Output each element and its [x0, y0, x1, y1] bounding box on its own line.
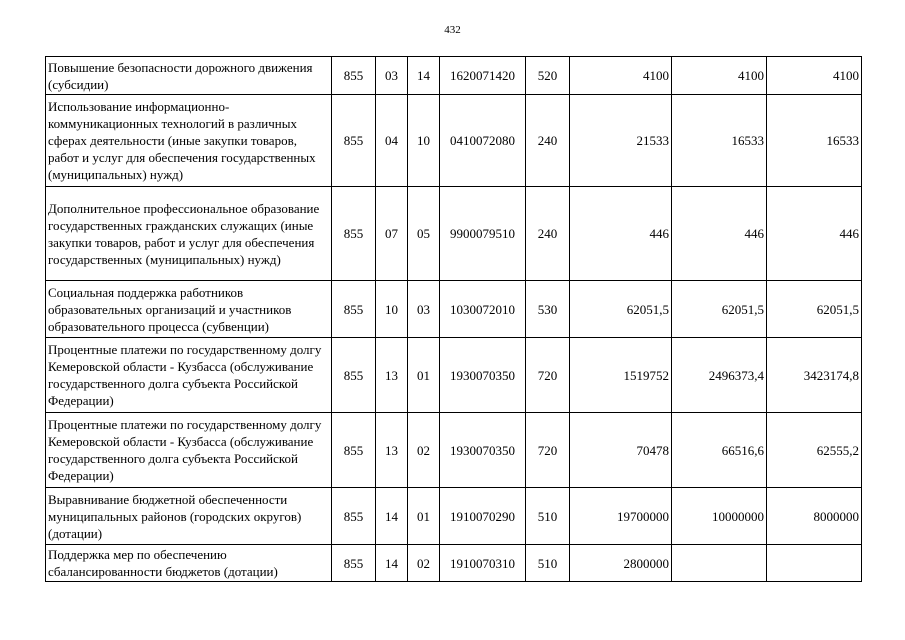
amount-year-1: 2800000	[570, 545, 672, 582]
target-article: 0410072080	[440, 95, 526, 187]
budget-table	[45, 56, 862, 582]
target-article: 1930070350	[440, 338, 526, 413]
row-name: Процентные платежи по государственному долгу Кемеровской области - Кузбасса (обслуживание государственного долга субъекта Российской Федерации)	[46, 338, 332, 413]
expense-type: 510	[526, 488, 570, 545]
amount-year-2: 2496373,4	[672, 338, 767, 413]
expense-type: 720	[526, 413, 570, 488]
section-code: 13	[376, 413, 408, 488]
amount-year-2: 4100	[672, 57, 767, 95]
amount-year-2: 62051,5	[672, 281, 767, 338]
table-row	[46, 187, 862, 281]
subsection-code: 02	[408, 545, 440, 582]
amount-year-1: 21533	[570, 95, 672, 187]
amount-year-1: 70478	[570, 413, 672, 488]
amount-year-3: 16533	[767, 95, 862, 187]
target-article: 9900079510	[440, 187, 526, 281]
target-article: 1910070290	[440, 488, 526, 545]
subsection-code: 02	[408, 413, 440, 488]
amount-year-3: 3423174,8	[767, 338, 862, 413]
ministry-code: 855	[332, 545, 376, 582]
expense-type: 510	[526, 545, 570, 582]
amount-year-2: 10000000	[672, 488, 767, 545]
table-row	[46, 281, 862, 338]
section-code: 04	[376, 95, 408, 187]
table-row	[46, 57, 862, 95]
subsection-code: 14	[408, 57, 440, 95]
amount-year-2	[672, 545, 767, 582]
subsection-code: 10	[408, 95, 440, 187]
amount-year-3: 62051,5	[767, 281, 862, 338]
row-name: Повышение безопасности дорожного движения (субсидии)	[46, 57, 332, 95]
amount-year-2: 16533	[672, 95, 767, 187]
amount-year-3: 446	[767, 187, 862, 281]
ministry-code: 855	[332, 187, 376, 281]
table-row	[46, 95, 862, 187]
amount-year-2: 446	[672, 187, 767, 281]
ministry-code: 855	[332, 488, 376, 545]
expense-type: 720	[526, 338, 570, 413]
table-row	[46, 488, 862, 545]
amount-year-3: 4100	[767, 57, 862, 95]
table-row	[46, 545, 862, 582]
amount-year-2: 66516,6	[672, 413, 767, 488]
amount-year-3	[767, 545, 862, 582]
ministry-code: 855	[332, 95, 376, 187]
target-article: 1030072010	[440, 281, 526, 338]
expense-type: 530	[526, 281, 570, 338]
subsection-code: 03	[408, 281, 440, 338]
table-body	[46, 57, 862, 582]
row-name: Использование информационно-коммуникационных технологий в различных сферах деятельности (иные закупки товаров, работ и услуг для обеспечения государственных (муниципальных) нужд)	[46, 95, 332, 187]
page-number: 432	[444, 24, 461, 36]
row-name: Поддержка мер по обеспечению сбалансированности бюджетов (дотации)	[46, 545, 332, 582]
table-row	[46, 338, 862, 413]
section-code: 14	[376, 488, 408, 545]
expense-type: 520	[526, 57, 570, 95]
ministry-code: 855	[332, 57, 376, 95]
section-code: 14	[376, 545, 408, 582]
expense-type: 240	[526, 95, 570, 187]
table-row	[46, 413, 862, 488]
amount-year-3: 8000000	[767, 488, 862, 545]
section-code: 13	[376, 338, 408, 413]
target-article: 1910070310	[440, 545, 526, 582]
amount-year-1: 446	[570, 187, 672, 281]
section-code: 07	[376, 187, 408, 281]
amount-year-1: 19700000	[570, 488, 672, 545]
target-article: 1930070350	[440, 413, 526, 488]
ministry-code: 855	[332, 281, 376, 338]
row-name: Процентные платежи по государственному долгу Кемеровской области - Кузбасса (обслуживание государственного долга субъекта Российской Федерации)	[46, 413, 332, 488]
expense-type: 240	[526, 187, 570, 281]
amount-year-3: 62555,2	[767, 413, 862, 488]
amount-year-1: 4100	[570, 57, 672, 95]
ministry-code: 855	[332, 338, 376, 413]
section-code: 10	[376, 281, 408, 338]
subsection-code: 01	[408, 338, 440, 413]
section-code: 03	[376, 57, 408, 95]
subsection-code: 05	[408, 187, 440, 281]
row-name: Дополнительное профессиональное образование государственных гражданских служащих (иные закупки товаров, работ и услуг для обеспечения государственных (муниципальных) нужд)	[46, 187, 332, 281]
subsection-code: 01	[408, 488, 440, 545]
row-name: Социальная поддержка работников образовательных организаций и участников образовательного процесса (субвенции)	[46, 281, 332, 338]
amount-year-1: 62051,5	[570, 281, 672, 338]
target-article: 1620071420	[440, 57, 526, 95]
amount-year-1: 1519752	[570, 338, 672, 413]
ministry-code: 855	[332, 413, 376, 488]
row-name: Выравнивание бюджетной обеспеченности муниципальных районов (городских округов) (дотации)	[46, 488, 332, 545]
